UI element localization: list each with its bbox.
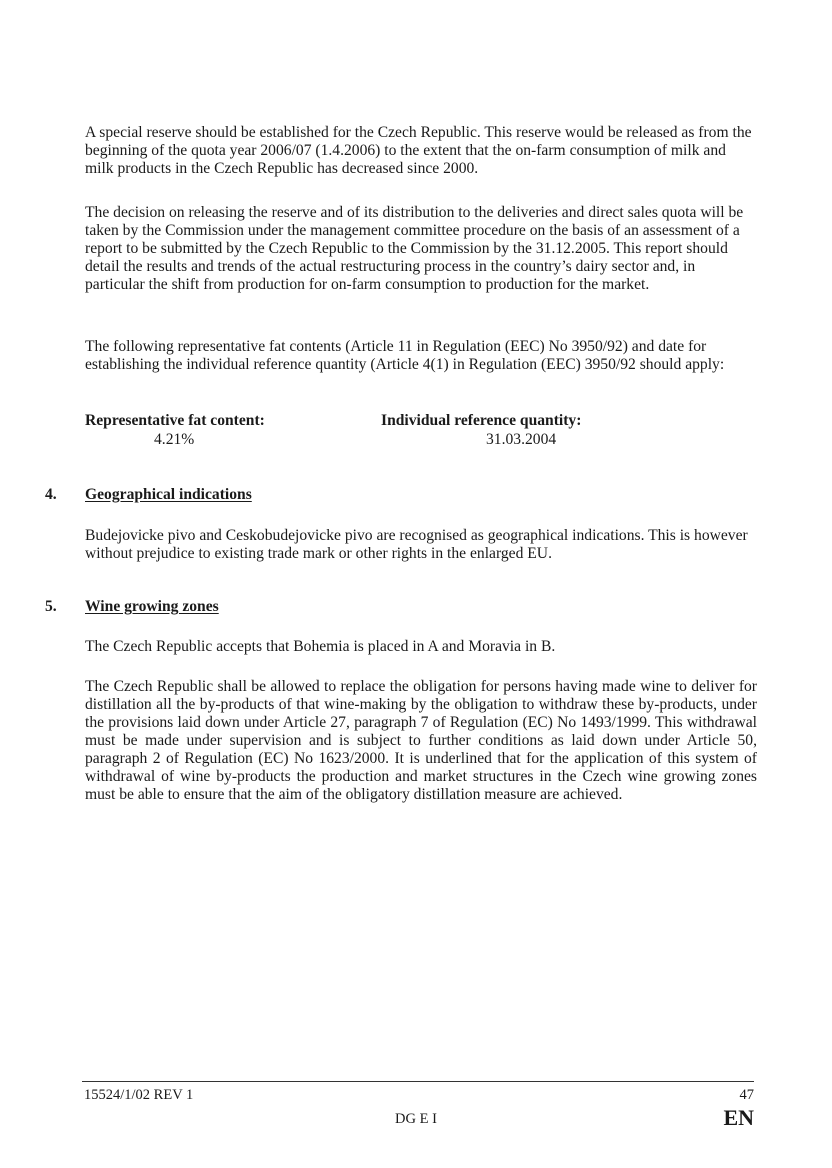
footer-divider bbox=[82, 1081, 754, 1082]
section-4-heading bbox=[0, 486, 832, 506]
section-number: 5. bbox=[45, 598, 57, 615]
section-number: 4. bbox=[45, 486, 57, 503]
fat-content-label: Representative fat content: bbox=[85, 412, 265, 429]
language-code: EN bbox=[723, 1105, 754, 1130]
distillation-paragraph: The Czech Republic shall be allowed to replace the obligation for persons having made wine to deliver for distillation all the by-products of that wine-making by the obligation to withdraw these by-products, under the provisions laid down under Article 27, paragraph 7 of Regulation (EC) No 1493/1999. This withdrawal must be made under supervision and is subject to further conditions as laid down under Article 50, paragraph 2 of Regulation (EC) No 1623/2000. It is underlined that for the application of this system of withdrawal of wine by-products the production and market structures in the Czech wine growing zones must be able to ensure that the aim of the obligatory distillation measure are achieved. bbox=[85, 678, 757, 803]
wine-zones-paragraph: The Czech Republic accepts that Bohemia is placed in A and Moravia in B. bbox=[85, 638, 556, 655]
reference-quantity-value: 31.03.2004 bbox=[486, 431, 557, 448]
fat-contents-paragraph: The following representative fat contents (Article 11 in Regulation (EEC) No 3950/92) and date for establishing the individual reference quantity (Article 4(1) in Regulation (EEC) 3950/92 should apply: bbox=[85, 338, 725, 373]
decision-paragraph: The decision on releasing the reserve and of its distribution to the deliveries and direct sales quota will be taken by the Commission under the management committee procedure on the basis of an assessment of a report to be submitted by the Czech Republic to the Commission by the 31.12.2005. This report should detail the results and trends of the actual restructuring process in the country’s dairy sector and, in particular the shift from production for on-farm consumption to production for the market. bbox=[85, 204, 744, 293]
fat-content-table bbox=[85, 412, 757, 452]
reference-quantity-label: Individual reference quantity: bbox=[381, 412, 582, 429]
geographical-indications-paragraph: Budejovicke pivo and Ceskobudejovicke pivo are recognised as geographical indications. This is however without prejudice to existing trade mark or other rights in the enlarged EU. bbox=[85, 527, 748, 562]
department-code: DG E I bbox=[395, 1111, 437, 1127]
section-5-heading bbox=[0, 598, 832, 618]
section-title: Geographical indications bbox=[85, 486, 252, 503]
reserve-paragraph: A special reserve should be established for the Czech Republic. This reserve would be released as from the beginning of the quota year 2006/07 (1.4.2006) to the extent that the on-farm consumption of milk and milk products in the Czech Republic has decreased since 2000. bbox=[85, 124, 752, 177]
document-reference: 15524/1/02 REV 1 bbox=[84, 1087, 194, 1103]
section-title: Wine growing zones bbox=[85, 598, 219, 615]
fat-content-value: 4.21% bbox=[154, 431, 195, 448]
page-number: 47 bbox=[739, 1087, 754, 1103]
